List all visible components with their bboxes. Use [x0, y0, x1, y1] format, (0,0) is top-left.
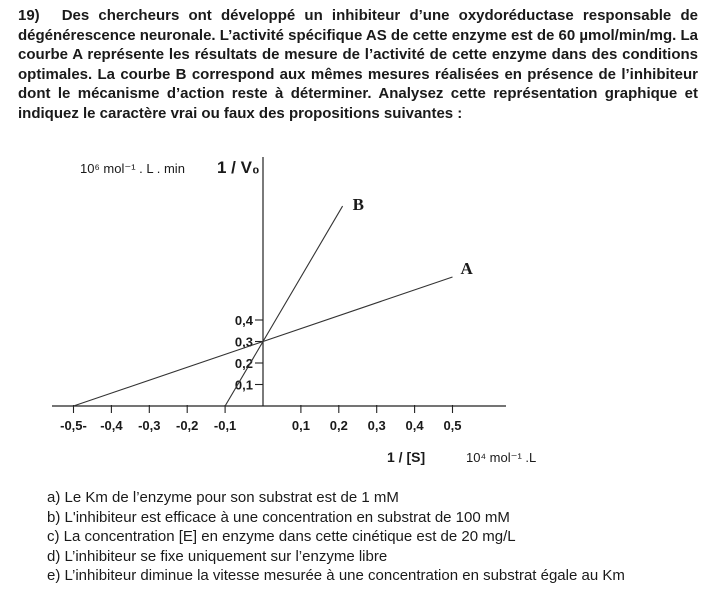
- proposition-a: a) Le Km de l’enzyme pour son substrat est de 1 mM: [47, 489, 399, 506]
- question-number: 19): [18, 7, 40, 24]
- x-tick-label: -0,4: [100, 418, 123, 433]
- x-tick-label: -0,1: [213, 418, 237, 433]
- y-tick-label: 0,2: [234, 356, 253, 371]
- curve-B: [225, 206, 342, 406]
- proposition-b: b) L'inhibiteur est efficace à une concentration en substrat de 100 mM: [47, 508, 510, 526]
- proposition-c: c) La concentration [E] en enzyme dans cette cinétique est de 20 mg/L: [47, 528, 516, 546]
- proposition-e: e) L’inhibiteur diminue la vitesse mesurée à une concentration en substrat égale au Km: [47, 567, 625, 585]
- proposition-d: d) L’inhibiteur se fixe uniquement sur l’enzyme libre: [47, 547, 388, 565]
- question-text: Des chercheurs ont développé un inhibiteur d’une oxydoréductase responsable de dégénérescence neuronale. L’activité spécifique AS de cette enzyme est de 60 µmol/min/mg. La courbe A représente les résultats de mesure de l’activité de cette enzyme dans des conditions optimales. La courbe B correspond aux mêmes mesures réalisées en présence de l’inhibiteur dont le mécanisme d’action reste à déterminer. Analysez cette représentation graphique et indiquez le caractère vrai ou faux des propositions suivantes :: [18, 7, 698, 122]
- x-axis-title: 1 / [S]: [387, 449, 426, 465]
- y-axis-unit: 10⁶ mol⁻¹ . L . min: [80, 161, 185, 176]
- propositions-list: [47, 488, 625, 586]
- x-tick-label: 0,5: [443, 418, 462, 433]
- y-tick-label: 0,1: [234, 377, 253, 393]
- y-tick-label: 0,3: [234, 334, 253, 350]
- curve-label-A: A: [460, 259, 473, 278]
- x-tick-label: 0,2: [329, 418, 348, 433]
- x-tick-label: -0,2: [175, 418, 199, 433]
- x-tick-label: 0,3: [367, 418, 386, 433]
- x-tick-label: -0,3: [138, 418, 161, 433]
- y-axis-title: 1 / V₀: [217, 158, 260, 177]
- x-tick-label: 0,4: [405, 418, 424, 433]
- x-tick-label: 0,1: [291, 418, 310, 433]
- x-tick-label: -0,5-: [60, 418, 87, 433]
- y-tick-label: 0,4: [234, 313, 253, 328]
- curve-label-B: B: [352, 195, 364, 215]
- x-axis-unit: 10⁴ mol⁻¹ .L: [466, 450, 537, 465]
